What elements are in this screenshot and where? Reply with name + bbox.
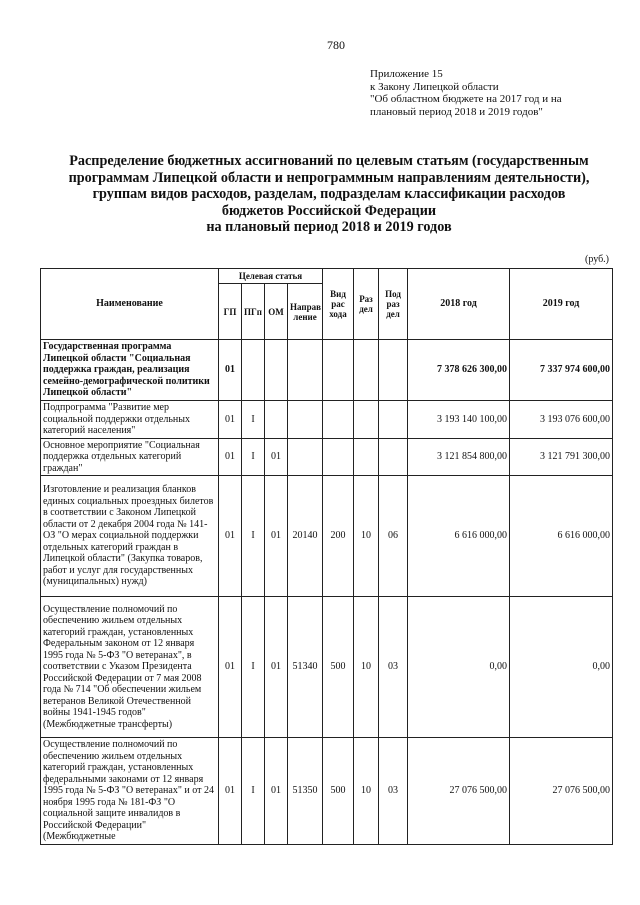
header-direction: Направ ление: [288, 284, 323, 340]
appendix-note: [370, 68, 562, 118]
header-section: Раз дел: [354, 269, 379, 340]
row-type: 500: [323, 597, 354, 738]
row-section: [354, 340, 379, 401]
row-om: [265, 340, 288, 401]
row-gp: 01: [219, 340, 242, 401]
row-section: 10: [354, 597, 379, 738]
appendix-line: "Об областном бюджете на 2017 год и на: [370, 93, 562, 105]
row-direction: 51340: [288, 597, 323, 738]
row-amount-2018: 3 121 854 800,00: [408, 438, 510, 476]
row-amount-2018: 6 616 000,00: [408, 476, 510, 597]
row-section: [354, 438, 379, 476]
header-name: Наименование: [41, 269, 219, 340]
row-amount-2018: 7 378 626 300,00: [408, 340, 510, 401]
row-amount-2019: 6 616 000,00: [510, 476, 613, 597]
row-section: [354, 401, 379, 439]
row-type: [323, 340, 354, 401]
title-line: на плановый период 2018 и 2019 годов: [206, 219, 452, 235]
row-name: Подпрограмма "Развитие мер социальной поддержки отдельных категорий населения": [41, 401, 219, 439]
row-name: Государственная программа Липецкой области "Социальная поддержка граждан, реализация семейно-демографической политики Липецкой области": [41, 340, 219, 401]
row-subsection: [379, 340, 408, 401]
table-row: [41, 597, 613, 738]
row-pgp: I: [242, 438, 265, 476]
row-subsection: 06: [379, 476, 408, 597]
header-target-article: Целевая статья: [219, 269, 323, 284]
header-om: ОМ: [265, 284, 288, 340]
row-amount-2018: 27 076 500,00: [408, 738, 510, 845]
row-name: Изготовление и реализация бланков единых социальных проездных билетов в соответствии с Законом Липецкой области от 2 декабря 2004 года № 141-ОЗ "О мерах социальной поддержки отдельных категорий граждан в Липецкой области" (Закупка товаров, работ и услуг для государственных (муниципальных) нужд): [41, 476, 219, 597]
row-section: 10: [354, 738, 379, 845]
row-type: [323, 438, 354, 476]
row-direction: 51350: [288, 738, 323, 845]
row-type: 200: [323, 476, 354, 597]
row-pgp: I: [242, 738, 265, 845]
title-line: бюджетов Российской Федерации: [221, 202, 437, 219]
appendix-line: к Закону Липецкой области: [370, 80, 499, 93]
row-gp: 01: [219, 597, 242, 738]
row-om: 01: [265, 476, 288, 597]
currency-unit: (руб.): [585, 254, 609, 265]
row-gp: 01: [219, 438, 242, 476]
row-amount-2018: 0,00: [408, 597, 510, 738]
row-name: Осуществление полномочий по обеспечению жильем отдельных категорий граждан, установленных Федеральным законом от 12 января 1995 года № 5-ФЗ "О ветеранах", в соответствии с Указом Президента Российской Федерации от 7 мая 2008 года № 714 "Об обеспечении жильем ветеранов Великой Отечественной войны 1941-1945 годов" (Межбюджетные трансферты): [41, 597, 219, 738]
row-type: 500: [323, 738, 354, 845]
row-amount-2019: 27 076 500,00: [510, 738, 613, 845]
table-row: [41, 401, 613, 439]
title-line: программам Липецкой области и непрограммным направлениям деятельности),: [68, 169, 590, 186]
page-number: 780: [327, 38, 345, 52]
header-subsection: Под раз дел: [379, 269, 408, 340]
header-pgp: ПГп: [242, 284, 265, 340]
row-direction: [288, 401, 323, 439]
row-gp: 01: [219, 401, 242, 439]
row-om: 01: [265, 738, 288, 845]
appendix-line: Приложение 15: [370, 68, 443, 80]
row-subsection: 03: [379, 738, 408, 845]
row-pgp: I: [242, 401, 265, 439]
row-direction: 20140: [288, 476, 323, 597]
title-line: группам видов расходов, разделам, подразделам классификации расходов: [92, 186, 566, 202]
row-gp: 01: [219, 738, 242, 845]
row-om: [265, 401, 288, 439]
row-subsection: [379, 401, 408, 439]
row-subsection: [379, 438, 408, 476]
row-amount-2018: 3 193 140 100,00: [408, 401, 510, 439]
row-gp: 01: [219, 476, 242, 597]
row-name: Осуществление полномочий по обеспечению жильем отдельных категорий граждан, установленных федеральными законами от 12 января 1995 года № 5-ФЗ "О ветеранах" и от 24 ноября 1995 года № 181-ФЗ "О социальной защите инвалидов в Российской Федерации" (Межбюджетные: [41, 738, 219, 845]
row-amount-2019: 7 337 974 600,00: [510, 340, 613, 401]
row-section: 10: [354, 476, 379, 597]
row-direction: [288, 438, 323, 476]
row-om: 01: [265, 597, 288, 738]
table-row: [41, 476, 613, 597]
row-direction: [288, 340, 323, 401]
row-subsection: 03: [379, 597, 408, 738]
table-row: [41, 340, 613, 401]
document-title: [40, 153, 618, 236]
header-year-2019: 2019 год: [510, 269, 613, 340]
row-pgp: I: [242, 597, 265, 738]
row-name: Основное мероприятие "Социальная поддержка отдельных категорий граждан": [41, 438, 219, 476]
header-gp: ГП: [219, 284, 242, 340]
table-row: [41, 438, 613, 476]
table-row: [41, 738, 613, 845]
row-pgp: [242, 340, 265, 401]
header-expense-type: Вид рас хода: [323, 269, 354, 340]
row-amount-2019: 0,00: [510, 597, 613, 738]
header-year-2018: 2018 год: [408, 269, 510, 340]
appendix-line: плановый период 2018 и 2019 годов": [370, 105, 543, 118]
title-line: Распределение бюджетных ассигнований по целевым статьям (государственным: [69, 153, 589, 169]
row-amount-2019: 3 193 076 600,00: [510, 401, 613, 439]
budget-table: [40, 268, 613, 845]
row-pgp: I: [242, 476, 265, 597]
row-type: [323, 401, 354, 439]
row-om: 01: [265, 438, 288, 476]
row-amount-2019: 3 121 791 300,00: [510, 438, 613, 476]
